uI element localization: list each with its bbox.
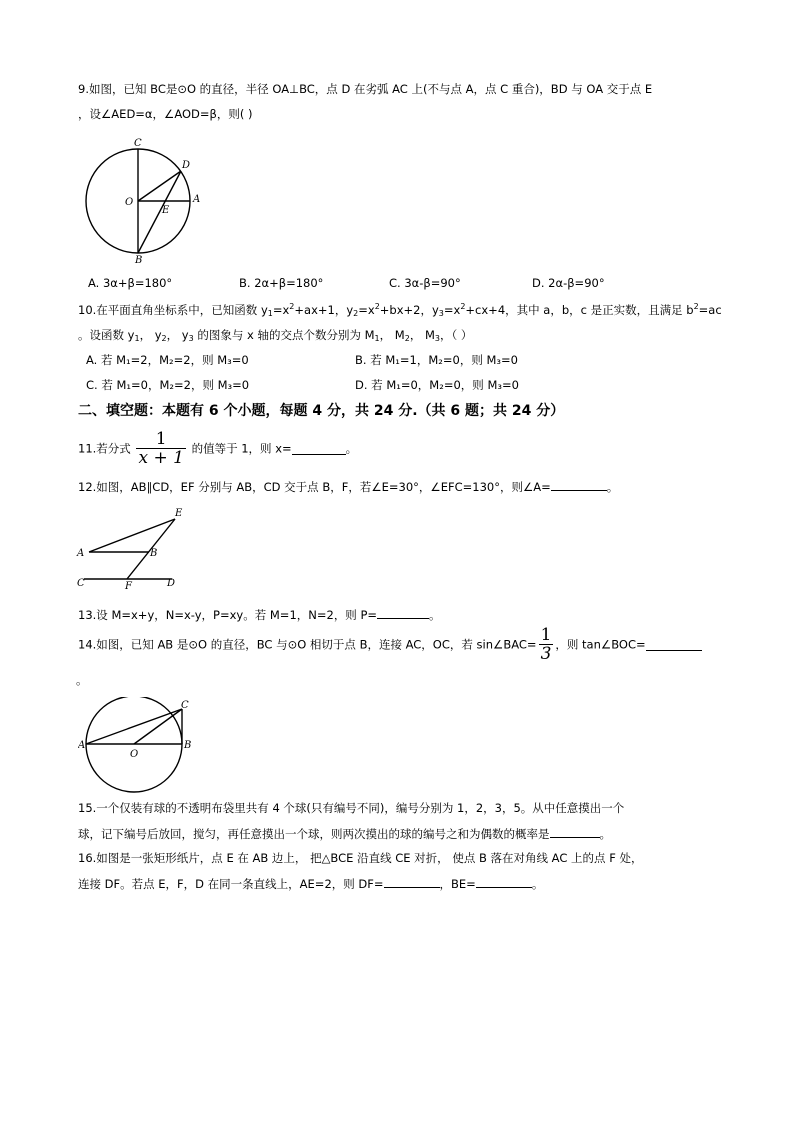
q14-label-b: B bbox=[184, 740, 192, 751]
q10-line1: 10.在平面直角坐标系中，已知函数 $y_1=x^2+ax+1$，$y_2=x^2+bx+2$，$y_3=x^2+cx+4$，其中 a，b，c 是正实数，且满足 $b^2=ac$ bbox=[78, 302, 722, 318]
q14-segment-oc bbox=[134, 709, 182, 744]
q14-line2: 。 bbox=[76, 673, 88, 687]
q12-parallel-figure bbox=[72, 504, 187, 592]
q11-fraction bbox=[136, 430, 185, 467]
section2-title: 二、填空题：本题有 6 个小题，每题 4 分，共 24 分.（共 6 题；共 24 分） bbox=[78, 403, 565, 419]
q11-suffix: 的值等于 1，则 x= bbox=[191, 441, 292, 456]
q9-option-a: A. 3α+β=180° bbox=[88, 276, 173, 290]
q15-line1: 15.一个仅装有球的不透明布袋里共有 4 个球(只有编号不同)，编号分别为 1，2，3，5。从中任意摸出一个 bbox=[78, 801, 625, 815]
q14-fraction-den: 3 bbox=[540, 644, 552, 664]
q10-option-d: D. 若 M₁=0，M₂=0，则 M₃=0 bbox=[355, 378, 519, 392]
q16-df-blank[interactable] bbox=[384, 875, 440, 888]
q16-text-a: 连接 DF。若点 E，F，D 在同一条直线上，AE=2，则 DF= bbox=[78, 877, 384, 891]
q9-line1: 9.如图，已知 BC是⊙O 的直径，半径 OA⊥BC，点 D 在劣弧 AC 上(不与点 A，点 C 重合)，BD 与 OA 交于点 E bbox=[78, 82, 653, 96]
q12-label-c: C bbox=[77, 578, 85, 589]
q16-be-blank[interactable] bbox=[476, 875, 532, 888]
q13-text: 13.设 M=x+y，N=x-y，P=xy。若 M=1，N=2，则 P= bbox=[78, 608, 378, 622]
q11-line bbox=[78, 430, 357, 467]
q16-line1: 16.如图是一张矩形纸片，点 E 在 AB 边上， 把△BCE 沿直线 CE 对折， 使点 B 落在对角线 AC 上的点 F 处， bbox=[78, 851, 643, 865]
q14-label-a: A bbox=[78, 740, 86, 751]
q11-prefix: 11.若分式 bbox=[78, 441, 131, 456]
q12-label-a: A bbox=[77, 548, 85, 559]
q12-label-b: B bbox=[150, 548, 158, 559]
q14-label-c: C bbox=[181, 700, 189, 711]
q14-fraction-num: 1 bbox=[540, 625, 552, 645]
q15-text: 球，记下编号后放回，搅匀，再任意摸出一个球，则两次摸出的球的编号之和为偶数的概率是 bbox=[78, 827, 550, 841]
q14-fraction bbox=[539, 626, 554, 663]
q12-label-d: D bbox=[167, 578, 176, 589]
q11-answer-blank[interactable] bbox=[292, 442, 346, 455]
q15-answer-blank[interactable] bbox=[550, 825, 600, 838]
q15-end: 。 bbox=[599, 827, 611, 841]
q9-option-c: C. 3α-β=90° bbox=[389, 276, 461, 290]
q9-label-o: O bbox=[125, 197, 134, 208]
q16-line2 bbox=[78, 875, 543, 892]
q11-fraction-den: x + 1 bbox=[138, 448, 184, 468]
q13-end: 。 bbox=[429, 608, 441, 622]
q12-answer-blank[interactable] bbox=[551, 478, 607, 491]
q12-text: 12.如图，AB∥CD，EF 分别与 AB，CD 交于点 B，F，若∠E=30°，∠EFC=130°，则∠A= bbox=[78, 480, 551, 494]
q9-label-c: C bbox=[134, 138, 142, 149]
q13-answer-blank[interactable] bbox=[377, 606, 429, 619]
q16-end: 。 bbox=[531, 877, 544, 891]
q14-label-o: O bbox=[130, 749, 139, 760]
q9-option-b: B. 2α+β=180° bbox=[239, 276, 324, 290]
q14-segment-ac bbox=[86, 709, 182, 744]
q9-line2: ，设∠AED=α，∠AOD=β，则( ) bbox=[78, 107, 253, 121]
q9-circle-figure bbox=[80, 135, 210, 265]
q10-option-c: C. 若 M₁=0，M₂=2，则 M₃=0 bbox=[86, 378, 250, 392]
q12-line bbox=[78, 478, 618, 495]
q9-label-a: A bbox=[193, 194, 201, 205]
q9-label-e: E bbox=[162, 205, 170, 216]
q9-segment-bd bbox=[138, 171, 181, 253]
q14-suffix: ，则 tan∠BOC= bbox=[555, 637, 646, 652]
q14-answer-blank[interactable] bbox=[646, 638, 702, 651]
q16-text-b: ，BE= bbox=[439, 877, 476, 891]
q10-option-b: B. 若 M₁=1，M₂=0，则 M₃=0 bbox=[355, 353, 518, 367]
q14-circle-figure bbox=[78, 697, 198, 795]
q11-end: 。 bbox=[345, 441, 358, 456]
q12-end: 。 bbox=[606, 480, 619, 494]
q11-fraction-num: 1 bbox=[155, 429, 167, 449]
q9-label-b: B bbox=[135, 255, 143, 265]
q9-option-d: D. 2α-β=90° bbox=[532, 276, 605, 290]
q14-line1 bbox=[78, 626, 702, 663]
q12-label-f: F bbox=[125, 581, 132, 592]
q9-segment-od bbox=[138, 171, 181, 201]
q10-option-a: A. 若 M₁=2，M₂=2，则 M₃=0 bbox=[86, 353, 249, 367]
q12-label-e: E bbox=[175, 508, 183, 519]
q14-prefix: 14.如图，已知 AB 是⊙O 的直径，BC 与⊙O 相切于点 B，连接 AC，OC，若 sin∠BAC= bbox=[78, 637, 537, 652]
q15-line2 bbox=[78, 825, 611, 842]
q13-line bbox=[78, 606, 441, 623]
q10-line2: 。设函数 $y_1$， $y_2$， $y_3$ 的图象与 x 轴的交点个数分别为 $M_1$， $M_2$， $M_3$，（ ） bbox=[78, 328, 473, 343]
q9-label-d: D bbox=[182, 160, 191, 171]
